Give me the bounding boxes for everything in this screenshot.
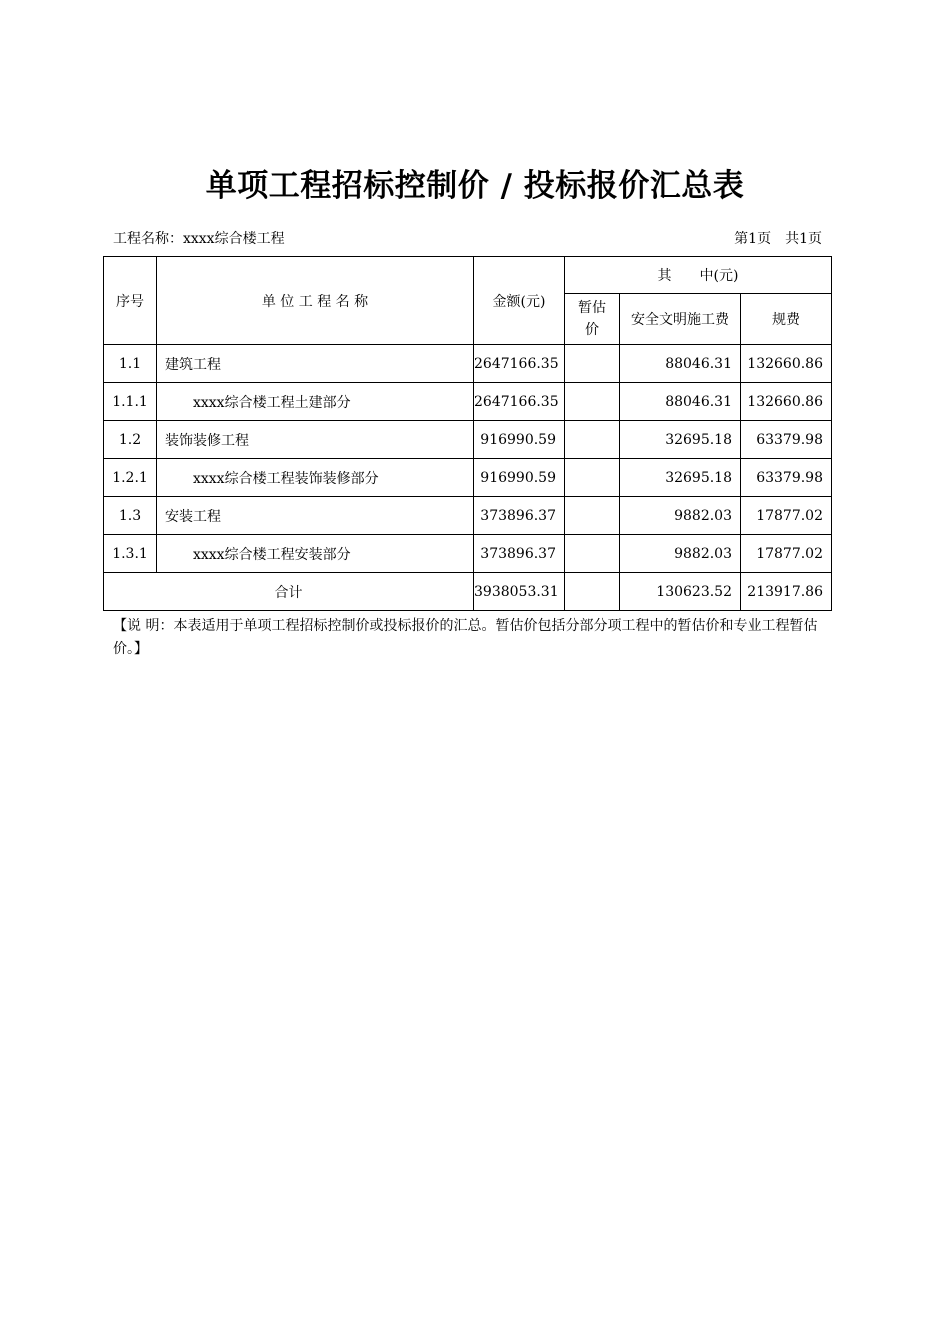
total-row [104,573,832,611]
cell-safety: 9882.03 [620,535,741,573]
header-seq: 序号 [104,257,157,345]
header-amount: 金额(元) [474,257,565,345]
table-row [104,535,832,573]
cell-safety: 32695.18 [620,459,741,497]
page-info: 第1页 共1页 [734,231,822,247]
cell-seq: 1.2.1 [104,459,157,497]
cell-seq: 1.3 [104,497,157,535]
cell-amount: 373896.37 [474,497,565,535]
summary-table [103,256,832,611]
cell-fees: 63379.98 [741,421,832,459]
header-of-which: 其 中(元) [565,257,832,294]
cell-name: 安装工程 [157,497,474,535]
header-provisional-text: 暂估价 [578,300,606,338]
table-row [104,345,832,383]
table-row [104,459,832,497]
cell-name: 装饰装修工程 [157,421,474,459]
cell-seq: 1.2 [104,421,157,459]
cell-seq: 1.1.1 [104,383,157,421]
document-title: 单项工程招标控制价 / 投标报价汇总表 [205,168,745,204]
header-name: 单 位 工 程 名 称 [157,257,474,345]
cell-provisional [565,535,620,573]
header-safety: 安全文明施工费 [620,294,741,345]
cell-name: xxxx综合楼工程土建部分 [157,383,474,421]
cell-fees: 63379.98 [741,459,832,497]
header-provisional [565,294,620,345]
cell-name: xxxx综合楼工程安装部分 [157,535,474,573]
total-provisional [565,573,620,611]
cell-seq: 1.1 [104,345,157,383]
header-fees: 规费 [741,294,832,345]
cell-name: xxxx综合楼工程装饰装修部分 [157,459,474,497]
cell-provisional [565,421,620,459]
table-note: 【说 明：本表适用于单项工程招标控制价或投标报价的汇总。暂估价包括分部分项工程中的暂估价和专业工程暂估价。】 [113,618,818,657]
cell-amount: 2647166.35 [474,345,565,383]
table-row [104,421,832,459]
project-name-label: 工程名称：xxxx综合楼工程 [113,231,285,247]
cell-safety: 88046.31 [620,383,741,421]
cell-amount: 373896.37 [474,535,565,573]
cell-provisional [565,383,620,421]
cell-amount: 916990.59 [474,421,565,459]
cell-provisional [565,459,620,497]
cell-amount: 2647166.35 [474,383,565,421]
table-row [104,383,832,421]
cell-provisional [565,345,620,383]
cell-fees: 17877.02 [741,535,832,573]
cell-safety: 9882.03 [620,497,741,535]
cell-safety: 32695.18 [620,421,741,459]
cell-seq: 1.3.1 [104,535,157,573]
cell-fees: 132660.86 [741,383,832,421]
table-row [104,497,832,535]
total-label: 合计 [104,573,474,611]
header-row-top [104,257,832,294]
cell-safety: 88046.31 [620,345,741,383]
total-fees: 213917.86 [741,573,832,611]
cell-fees: 132660.86 [741,345,832,383]
cell-fees: 17877.02 [741,497,832,535]
total-amount: 3938053.31 [474,573,565,611]
total-safety: 130623.52 [620,573,741,611]
cell-name: 建筑工程 [157,345,474,383]
cell-provisional [565,497,620,535]
cell-amount: 916990.59 [474,459,565,497]
